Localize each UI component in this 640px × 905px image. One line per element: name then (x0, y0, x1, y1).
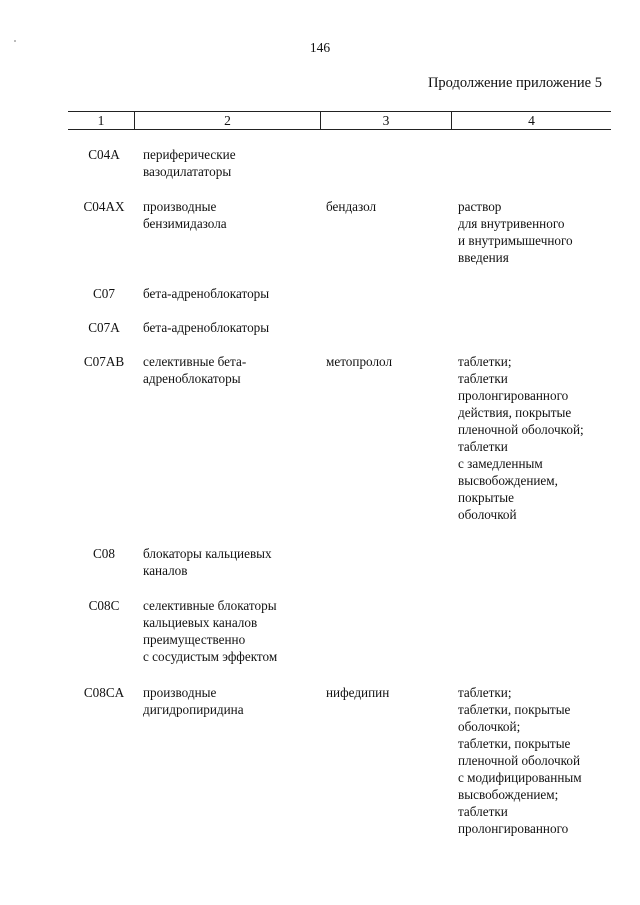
atc-code: C07 (93, 286, 115, 301)
anatomical-group: селективные бета- адреноблокаторы (143, 354, 247, 386)
table-header (68, 111, 611, 130)
drug-name: метопролол (326, 354, 393, 369)
atc-code: C04A (88, 147, 120, 162)
drug-name: нифедипин (326, 685, 390, 700)
header-col-3: 3 (320, 112, 451, 129)
anatomical-group: бета-адреноблокаторы (143, 320, 270, 335)
page-number: 146 (309, 40, 331, 55)
header-col-4: 4 (451, 112, 611, 129)
anatomical-group: блокаторы кальциевых каналов (143, 546, 272, 578)
atc-code: C07AB (83, 354, 125, 369)
anatomical-group: производные бензимидазола (143, 199, 227, 231)
anatomical-group: бета-адреноблокаторы (143, 286, 270, 301)
header-col-1: 1 (97, 113, 105, 128)
dosage-form: раствор для внутривенного и внутримышечного введения (458, 199, 573, 265)
drug-name: бендазол (326, 199, 377, 214)
dosage-form: таблетки; таблетки пролонгированного действия, покрытые пленочной оболочкой; таблетки с замедленным высвобождением, покрытые оболочкой (458, 354, 584, 522)
atc-code: C08C (88, 598, 120, 613)
header-col-2: 2 (134, 112, 320, 129)
atc-code: C07A (88, 320, 120, 335)
anatomical-group: селективные блокаторы кальциевых каналов преимущественно с сосудистым эффектом (143, 598, 278, 664)
anatomical-group: периферические вазодилататоры (143, 147, 236, 179)
continuation-label: Продолжение приложение 5 (427, 75, 602, 91)
atc-code: C08 (93, 546, 115, 561)
atc-code: C04AX (83, 199, 125, 214)
dosage-form: таблетки; таблетки, покрытые оболочкой; таблетки, покрытые пленочной оболочкой с модифицированным высвобождением; таблетки пролонгированного (458, 685, 582, 836)
atc-code: C08CA (83, 685, 125, 700)
anatomical-group: производные дигидропиридина (143, 685, 244, 717)
